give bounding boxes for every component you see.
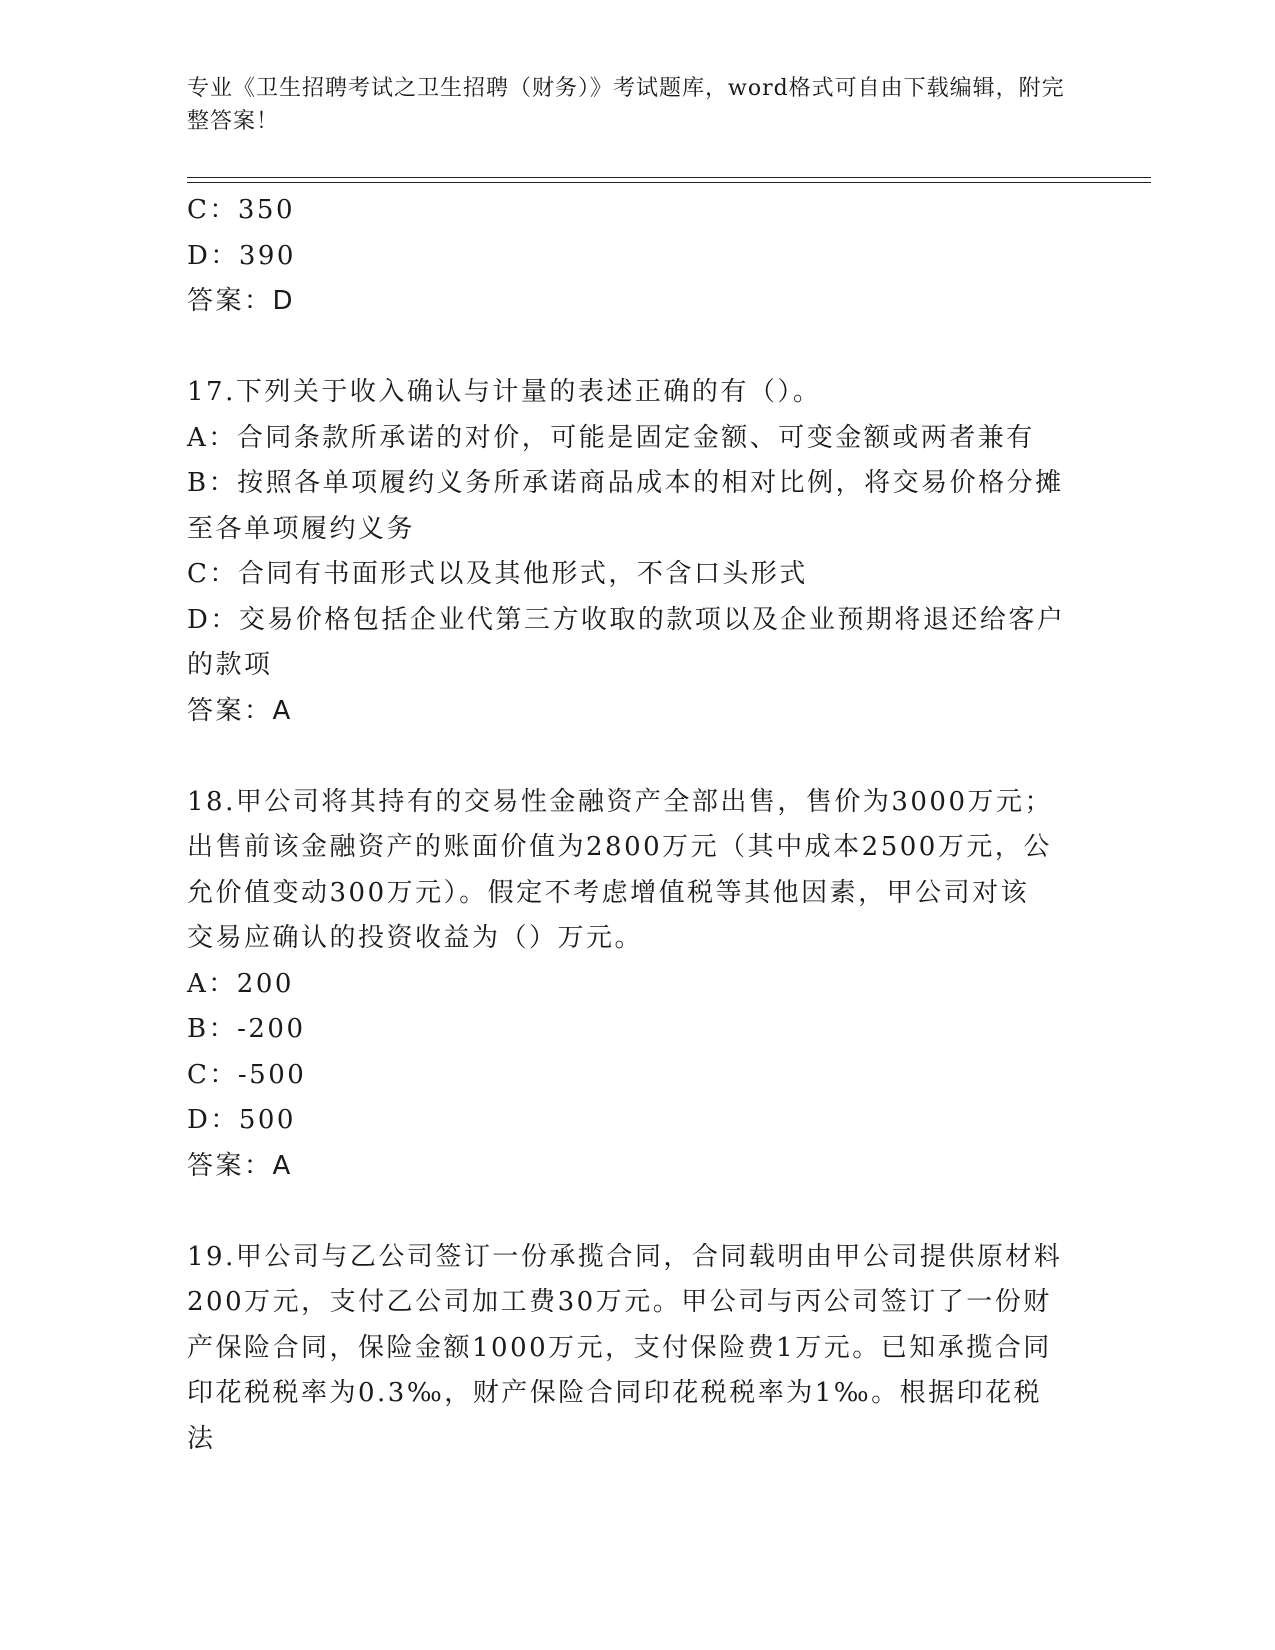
option-line: D：交易价格包括企业代第三方收取的款项以及企业预期将退还给客户 — [187, 604, 1066, 635]
question-18 — [187, 780, 1067, 1190]
question-stem: 17.下列关于收入确认与计量的表述正确的有（）。 — [187, 377, 822, 407]
option-line: C：350 — [187, 195, 296, 225]
document-header: 专业《卫生招聘考试之卫生招聘（财务）》考试题库，word格式可自由下载编辑，附完整答案！ — [187, 76, 1065, 134]
prev-question-block — [187, 188, 1067, 325]
question-stem: 允价值变动300万元）。假定不考虑增值税等其他因素，甲公司对该 — [187, 877, 1030, 908]
option-line: B：按照各单项履约义务所承诺商品成本的相对比例，将交易价格分摊 — [187, 468, 1064, 498]
question-stem: 交易应确认的投资收益为（）万元。 — [187, 923, 644, 953]
answer-line: 答案：A — [187, 1150, 293, 1181]
option-line: A：200 — [187, 968, 294, 999]
option-line: 的款项 — [187, 650, 273, 680]
option-line: B：-200 — [187, 1014, 306, 1044]
header-divider-bottom — [187, 182, 1151, 183]
header-divider-top — [187, 177, 1151, 178]
option-line: C：合同有书面形式以及其他形式，不含口头形式 — [187, 559, 808, 589]
option-line: D：390 — [187, 240, 296, 271]
spacer — [187, 734, 1067, 780]
answer-line: 答案：D — [187, 286, 296, 316]
option-line: D：500 — [187, 1105, 296, 1135]
spacer — [187, 325, 1067, 371]
question-stem: 200万元，支付乙公司加工费30万元。甲公司与丙公司签订了一份财 — [187, 1287, 1052, 1317]
document-body — [187, 188, 1067, 1462]
question-stem: 印花税税率为0.3‰，财产保险合同印花税税率为1‰。根据印花税法 — [187, 1378, 1043, 1454]
question-stem: 19.甲公司与乙公司签订一份承揽合同，合同载明由甲公司提供原材料 — [187, 1241, 1063, 1272]
question-stem: 出售前该金融资产的账面价值为2800万元（其中成本2500万元，公 — [187, 832, 1052, 862]
option-line: C：-500 — [187, 1059, 307, 1090]
spacer — [187, 1189, 1067, 1235]
answer-line: 答案：A — [187, 695, 293, 726]
question-stem: 产保险合同，保险金额1000万元，支付保险费1万元。已知承揽合同 — [187, 1332, 1052, 1363]
question-stem: 18.甲公司将其持有的交易性金融资产全部出售，售价为3000万元； — [187, 786, 1054, 817]
question-17 — [187, 370, 1067, 734]
question-19 — [187, 1235, 1067, 1463]
option-line: 至各单项履约义务 — [187, 513, 416, 544]
option-line: A：合同条款所承诺的对价，可能是固定金额、可变金额或两者兼有 — [187, 422, 1035, 453]
